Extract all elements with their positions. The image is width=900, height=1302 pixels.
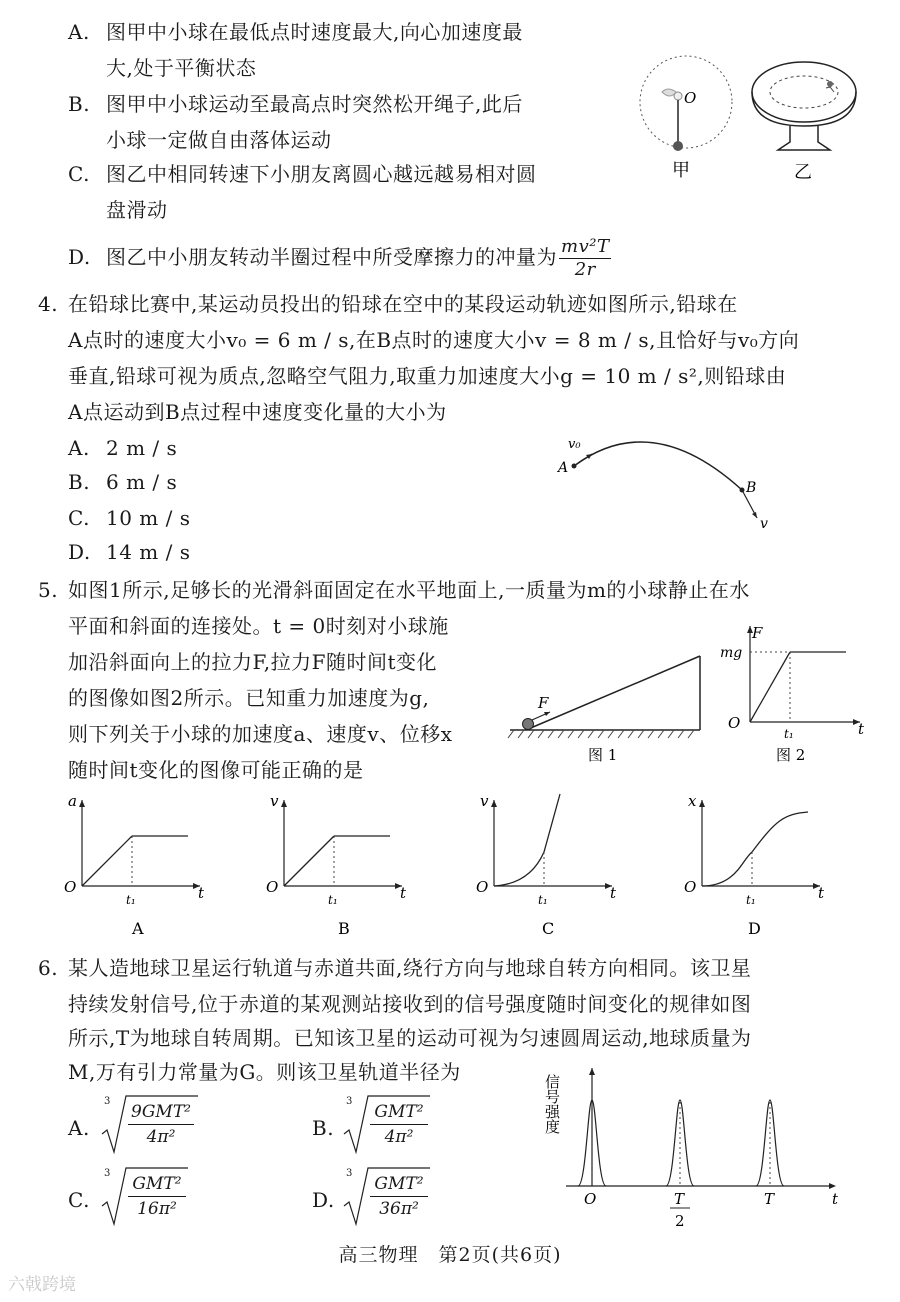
fraction-denominator: 4π²	[384, 1127, 414, 1147]
q6-option-a-radical	[100, 1094, 200, 1156]
fraction-numerator: 9GMT²	[128, 1100, 194, 1125]
graph-option-a	[60, 790, 220, 940]
q5-stem-line2: 平面和斜面的连接处。t = 0时刻对小球施	[68, 614, 449, 638]
watermark: 六戟跨境	[8, 1275, 76, 1295]
point-o-label: O	[684, 89, 697, 107]
figure-1-incline	[506, 648, 706, 768]
axis-f-label: F	[752, 624, 763, 642]
option-label: B.	[68, 470, 91, 494]
figure-2-f-t	[722, 618, 872, 768]
page-footer: 高三物理 第2页(共6页)	[338, 1244, 562, 1266]
q3-option-a-line1	[68, 18, 523, 46]
figure-jia-label: 甲	[672, 160, 690, 181]
figure-jia	[626, 54, 746, 184]
q3-option-b-line1	[68, 90, 523, 118]
fraction-denominator: 4π²	[146, 1127, 176, 1147]
figure-trajectory	[552, 428, 782, 538]
fraction-numerator: GMT²	[370, 1100, 428, 1125]
q4-option-a	[68, 434, 177, 462]
option-label: A.	[68, 20, 90, 44]
origin-label: O	[64, 878, 77, 896]
q6-option-c-radical	[100, 1166, 190, 1228]
graph-caption: B	[338, 919, 350, 938]
question-number: 6.	[38, 956, 59, 980]
fraction-denominator: 36π²	[379, 1199, 419, 1219]
q5-stem-line3: 加沿斜面向上的拉力F,拉力F随时间t变化	[68, 650, 438, 674]
origin-label: O	[684, 878, 697, 896]
radicand-fraction	[128, 1100, 194, 1149]
q3-option-c-line1	[68, 160, 537, 188]
fraction-numerator: GMT²	[370, 1172, 428, 1197]
origin-label: O	[584, 1190, 597, 1208]
point-a-label: A	[558, 460, 569, 476]
q5-stem-line4: 的图像如图2所示。已知重力加速度为g,	[68, 686, 430, 710]
q3-option-b-line2: 小球一定做自由落体运动	[106, 128, 332, 152]
point-b-label: B	[746, 480, 757, 496]
figure-yi	[748, 56, 860, 184]
q6-option-d-label: D.	[312, 1188, 335, 1212]
graph-caption: D	[748, 919, 761, 938]
root-index: 3	[104, 1096, 111, 1107]
question-text: 某人造地球卫星运行轨道与赤道共面,绕行方向与地球自转方向相同。该卫星	[68, 956, 752, 980]
graph-option-c	[472, 790, 632, 940]
question-number: 5.	[38, 578, 59, 602]
origin-label: O	[266, 878, 279, 896]
q6-stem-line2: 持续发射信号,位于赤道的某观测站接收到的信号强度随时间变化的规律如图	[68, 992, 752, 1016]
axis-y-label: a	[68, 792, 77, 810]
option-text: 图乙中相同转速下小朋友离圆心越远越易相对圆	[106, 162, 537, 186]
t1-label: t₁	[328, 893, 338, 907]
figure-1-caption: 图 1	[588, 746, 618, 764]
origin-label: O	[476, 878, 489, 896]
option-label: B.	[68, 92, 91, 116]
q6-option-a-label: A.	[68, 1116, 90, 1140]
option-text: 图甲中小球在最低点时速度最大,向心加速度最	[106, 20, 523, 44]
graph-caption: A	[132, 919, 144, 938]
fraction-numerator: GMT²	[128, 1172, 186, 1197]
root-index: 3	[346, 1096, 353, 1107]
fraction-denominator: 16π²	[137, 1199, 177, 1219]
root-index: 3	[346, 1168, 353, 1179]
q6-option-d-radical	[342, 1166, 432, 1228]
axis-t-label: t	[818, 884, 825, 902]
root-index: 3	[104, 1168, 111, 1179]
period-t-label: T	[764, 1190, 775, 1208]
option-label: D.	[68, 245, 91, 269]
option-label: C.	[68, 162, 90, 186]
option-text: 10 m / s	[106, 506, 191, 530]
option-text: 6 m / s	[106, 470, 178, 494]
axis-y-label: 信号强度	[543, 1074, 561, 1134]
q6-stem-line4: M,万有引力常量为G。则该卫星轨道半径为	[68, 1060, 461, 1084]
q4-stem-line4: A点运动到B点过程中速度变化量的大小为	[68, 400, 447, 424]
radicand-fraction	[370, 1172, 428, 1221]
impulse-fraction	[559, 236, 611, 281]
graph-option-b	[262, 790, 422, 940]
axis-t-label: t	[858, 720, 865, 738]
option-label: C.	[68, 506, 90, 530]
axis-t-label: t	[400, 884, 407, 902]
option-text: 图乙中小朋友转动半圈过程中所受摩擦力的冲量为	[106, 245, 557, 269]
axis-y-label: v	[480, 792, 489, 810]
axis-t-label: t	[610, 884, 617, 902]
radicand-fraction	[128, 1172, 186, 1221]
q6-stem-line1	[38, 954, 751, 982]
option-text: 图甲中小球运动至最高点时突然松开绳子,此后	[106, 92, 523, 116]
fraction-denominator: 2r	[574, 259, 596, 280]
figure-yi-label: 乙	[794, 162, 812, 183]
q3-option-a-line2: 大,处于平衡状态	[106, 56, 257, 80]
t1-label: t₁	[746, 893, 756, 907]
q6-option-b-radical	[342, 1094, 432, 1156]
v-label: v	[760, 516, 768, 532]
q3-option-d	[68, 236, 611, 281]
graph-option-d	[680, 790, 840, 940]
axis-y-label: v	[270, 792, 279, 810]
question-text: 在铅球比赛中,某运动员投出的铅球在空中的某段运动轨迹如图所示,铅球在	[68, 292, 738, 316]
axis-t-label: t	[832, 1190, 839, 1208]
q4-stem-line1	[38, 290, 738, 318]
option-label: A.	[68, 436, 90, 460]
option-text: 14 m / s	[106, 540, 191, 564]
radicand-fraction	[370, 1100, 428, 1149]
t1-label: t₁	[784, 727, 794, 741]
figure-2-caption: 图 2	[776, 746, 806, 764]
half-t-denominator: 2	[675, 1212, 685, 1230]
fraction-numerator: mv²T	[561, 236, 610, 257]
origin-label: O	[728, 714, 741, 732]
figure-signal-strength	[543, 1062, 848, 1232]
q4-stem-line3: 垂直,铅球可视为质点,忽略空气阻力,取重力加速度大小g = 10 m / s²,则铅球由	[68, 364, 787, 388]
q5-stem-line6: 随时间t变化的图像可能正确的是	[68, 758, 364, 782]
axis-t-label: t	[198, 884, 205, 902]
axis-y-label: x	[688, 792, 697, 810]
t1-label: t₁	[538, 893, 548, 907]
v0-label: v₀	[568, 437, 581, 452]
question-number: 4.	[38, 292, 59, 316]
option-text: 2 m / s	[106, 436, 178, 460]
option-label: D.	[68, 540, 91, 564]
half-t-numerator: T	[674, 1190, 685, 1208]
q6-stem-line3: 所示,T为地球自转周期。已知该卫星的运动可视为匀速圆周运动,地球质量为	[68, 1026, 752, 1050]
force-f-label: F	[538, 694, 549, 712]
q6-option-b-label: B.	[312, 1116, 335, 1140]
graph-caption: C	[542, 919, 555, 938]
t1-label: t₁	[126, 893, 136, 907]
q6-option-c-label: C.	[68, 1188, 90, 1212]
q5-stem-line5: 则下列关于小球的加速度a、速度v、位移x	[68, 722, 453, 746]
q4-option-c	[68, 504, 191, 532]
q4-stem-line2: A点时的速度大小v₀ = 6 m / s,在B点时的速度大小v = 8 m / s,且恰好与v₀方向	[68, 328, 800, 352]
mg-label: mg	[720, 645, 743, 661]
q4-option-d	[68, 538, 191, 566]
question-text: 如图1所示,足够长的光滑斜面固定在水平地面上,一质量为m的小球静止在水	[68, 578, 750, 602]
q4-option-b	[68, 468, 177, 496]
q5-stem-line1	[38, 576, 750, 604]
q3-option-c-line2: 盘滑动	[106, 198, 168, 222]
